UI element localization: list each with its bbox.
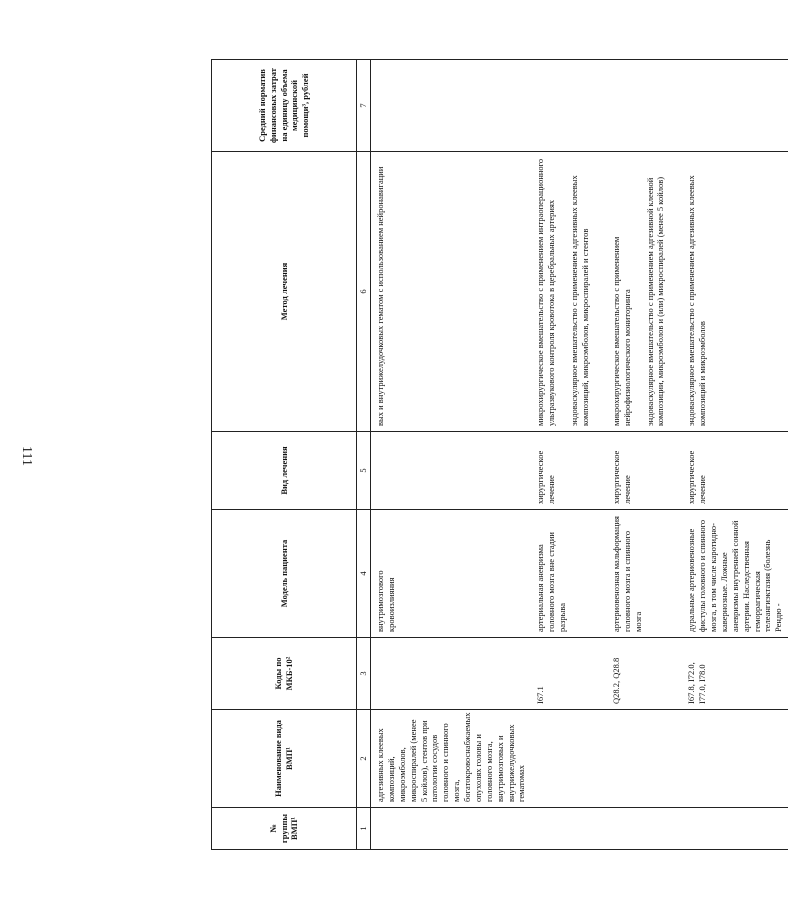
header-average-cost: Средний норматив финансовых затрат на единицу объема медицинской помощи³, рублей (212, 60, 357, 152)
cell-vmp-name (531, 710, 607, 808)
cell-average-cost (371, 60, 532, 152)
cell-icd-codes: Q28.2, Q28.8 (607, 638, 683, 710)
column-number: 1 (357, 808, 371, 850)
cell-group-number (607, 808, 683, 850)
column-number: 6 (357, 152, 371, 432)
cell-treatment-type: хирургическое лечение (682, 432, 788, 510)
cell-treatment-method (531, 152, 607, 432)
cell-vmp-name (682, 710, 788, 808)
table-row (371, 60, 532, 850)
cell-treatment-type: хирургическое лечение (607, 432, 683, 510)
column-number: 3 (357, 638, 371, 710)
column-number: 7 (357, 60, 371, 152)
header-row (212, 60, 357, 850)
vmp-table (211, 59, 788, 850)
cell-average-cost (531, 60, 607, 152)
column-number: 4 (357, 510, 371, 638)
cell-treatment-method: эндоваскулярное вмешательство с применением адгезивных клеевых композиций и микроэмболов (682, 152, 788, 432)
column-number: 5 (357, 432, 371, 510)
method-paragraph: микрохирургическое вмешательство с применением интраоперационного ультразвукового контроля кровотока в церебральных артериях (535, 158, 557, 426)
table-row (682, 60, 788, 850)
header-treatment-method: Метод лечения (212, 152, 357, 432)
header-treatment-type: Вид лечения (212, 432, 357, 510)
column-number: 2 (357, 710, 371, 808)
method-paragraph: микрохирургическое вмешательство с применением нейрофизиологического мониторинга (610, 236, 632, 426)
cell-average-cost (607, 60, 683, 152)
table-row (531, 60, 607, 850)
cell-icd-codes: I67.1 (531, 638, 607, 710)
cell-group-number (531, 808, 607, 850)
cell-vmp-name (607, 710, 683, 808)
cell-patient-model: артериальная аневризма головного мозга вне стадии разрыва (531, 510, 607, 638)
cell-treatment-type: хирургическое лечение (531, 432, 607, 510)
cell-treatment-type (371, 432, 532, 510)
cell-icd-codes (371, 638, 532, 710)
cell-average-cost (682, 60, 788, 152)
header-icd-codes: Коды по МКБ-10² (212, 638, 357, 710)
cell-group-number (371, 808, 532, 850)
table-row (607, 60, 683, 850)
column-number-row (357, 60, 371, 850)
header-patient-model: Модель пациента (212, 510, 357, 638)
method-paragraph: эндоваскулярное вмешательство с применением адгезивной клеевой композиции, микроэмболов и (или) микроспиралей (менее 5 койлов) (644, 176, 666, 426)
cell-vmp-name: адгезивных клеевых композиций, микроэмболов, микроспиралей (менее 5 койлов), стентов при патологии сосудов головного и спинного мозга, богатокровоснабжаемых опухолях головы и головного мозга, внутримозговых и внутрижелудочковых гематомах (371, 710, 532, 808)
cell-patient-model: внутримозгового кровоизлияния (371, 510, 532, 638)
page-number: 111 (19, 446, 34, 466)
rotated-table-frame (211, 60, 784, 850)
method-paragraph: эндоваскулярное вмешательство с применением адгезивных клеевых композиций, микроэмболов, микроспиралей и стентов (569, 175, 590, 426)
cell-group-number (682, 808, 788, 850)
header-vmp-name: Наименование вида ВМП¹ (212, 710, 357, 808)
header-group-number: № группы ВМП¹ (212, 808, 357, 850)
cell-treatment-method (607, 152, 683, 432)
cell-patient-model: артериовенозная мальформация головного мозга и спинного мозга (607, 510, 683, 638)
cell-icd-codes: I67.8, I72.0, I77.0, I78.0 (682, 638, 788, 710)
cell-patient-model: дуральные артериовенозные фистулы головного и спинного мозга, в том числе каротидно-кавернозные. Ложные аневризмы внутренней сонной артерии. Наследственная геморрагическая телеангиэктазия (болезнь Рендю - (682, 510, 788, 638)
cell-treatment-method: вых и внутрижелудочковых гематом с использованием нейронавигации (371, 152, 532, 432)
